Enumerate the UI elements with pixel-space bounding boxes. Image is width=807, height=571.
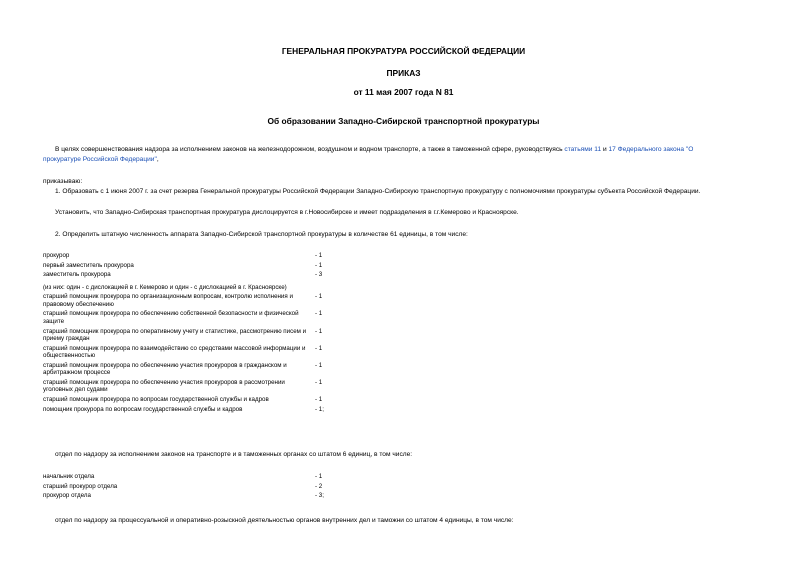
count-cell: - 3 — [315, 271, 323, 279]
role-cell: старший помощник прокурора по организационным вопросам, контролю исполнения и правовому обеспечению — [43, 293, 293, 308]
paragraph-2: 2. Определить штатную численность аппарата Западно-Сибирской транспортной прокуратуры в количестве 61 единицы, в том числе: — [55, 231, 468, 238]
table-row — [43, 252, 324, 262]
table-row — [43, 492, 324, 502]
preamble-line-1 — [55, 146, 693, 154]
table-row — [43, 483, 324, 493]
table-row — [43, 473, 324, 483]
role-cell: прокурор отдела — [43, 492, 91, 500]
table-row — [43, 293, 324, 310]
count-cell: - 1 — [315, 293, 323, 301]
table-row — [43, 345, 324, 362]
table-row — [43, 271, 324, 281]
org-heading: ГЕНЕРАЛЬНАЯ ПРОКУРАТУРА РОССИЙСКОЙ ФЕДЕРАЦИИ — [281, 46, 526, 56]
role-cell: старший помощник прокурора по вопросам государственной службы и кадров — [43, 396, 269, 403]
preamble-end: , — [156, 156, 159, 163]
role-cell: старший прокурор отдела — [43, 482, 118, 490]
count-cell: - 2 — [315, 482, 323, 490]
table-row — [43, 362, 324, 379]
count-cell: - 1 — [315, 396, 323, 403]
department-2-paragraph: отдел по надзору за процессуальной и оперативно-розыскной деятельностью органов внутренних дел и таможни со штатом 4 единицы, в том числе: — [55, 517, 514, 524]
role-cell: старший помощник прокурора по взаимодействию со средствами массовой информации и общественностью — [43, 344, 306, 360]
role-cell: старший помощник прокурора по обеспечению собственной безопасности и физической защите — [43, 310, 299, 325]
paragraph-1: 1. Образовать с 1 июня 2007 г. за счет резерва Генеральной прокуратуры Российской Федерации Западно-Сибирскую транспортную прокуратуру с полномочиями прокуратуры субъекта Российской Федерации. — [55, 188, 701, 195]
count-cell: - 1 — [315, 473, 323, 480]
staff-table-main — [43, 252, 324, 415]
department-1-paragraph: отдел по надзору за исполнением законов на транспорте и в таможенных органах со штатом 6 единиц, в том числе: — [55, 451, 413, 458]
count-cell: - 1 — [315, 261, 323, 269]
role-cell: старший помощник прокурора по обеспечению участия прокуроров в рассмотрении уголовных дел судами — [43, 378, 285, 394]
paragraph-1b: Установить, что Западно-Сибирская транспортная прокуратура дислоцируется в г.Новосибирске и имеет подразделения в г.г.Кемерово и Красноярске. — [55, 209, 519, 216]
preamble-line-2 — [43, 156, 159, 164]
table-row — [43, 310, 324, 327]
preamble-text: В целях совершенствования надзора за исполнением законов на железнодорожном, воздушном и водном транспорте, а также в таможенной сфере, руководствуясь — [55, 146, 563, 153]
document-title: Об образовании Западно-Сибирской транспортной прокуратуры — [267, 116, 540, 126]
role-cell: прокурор — [43, 252, 70, 259]
count-cell: - 3; — [315, 492, 324, 500]
link-federal-law[interactable]: Федерального закона "О — [617, 146, 694, 153]
link-article-11[interactable]: статьями 11 — [564, 146, 602, 153]
table-row — [43, 379, 324, 396]
count-cell: - 1 — [315, 378, 323, 386]
role-cell: старший помощник прокурора по обеспечению участия прокуроров в гражданском и арбитражном процессе — [43, 361, 287, 377]
count-cell: - 1 — [315, 252, 323, 259]
count-cell: - 1 — [315, 361, 323, 369]
order-word: приказываю: — [43, 178, 83, 185]
table-row — [43, 262, 324, 272]
date-number-heading: от 11 мая 2007 года N 81 — [353, 87, 454, 97]
count-cell: - 1 — [315, 344, 323, 352]
role-cell: старший помощник прокурора по оперативному учету и статистике, рассмотрению писем и приему граждан — [43, 327, 307, 343]
role-cell: заместитель прокурора — [43, 271, 111, 279]
count-cell: - 1 — [315, 327, 323, 335]
role-cell: первый заместитель прокурора — [43, 261, 134, 269]
table-row — [43, 406, 324, 416]
deputy-location-note: (из них: один - с дислокацией в г. Кемерово и один - с дислокацией в г. Красноярске) — [43, 283, 287, 291]
table-row — [43, 281, 324, 294]
staff-table-department-1 — [43, 473, 324, 502]
table-row — [43, 396, 324, 406]
count-cell: - 1; — [315, 405, 324, 413]
link-article-17[interactable]: 17 — [608, 146, 616, 153]
preamble-and: и — [602, 146, 607, 153]
count-cell: - 1 — [315, 310, 323, 318]
role-cell: помощник прокурора по вопросам государственной службы и кадров — [43, 405, 243, 413]
link-federal-law-cont[interactable]: прокуратуре Российской Федерации" — [43, 156, 157, 163]
table-row — [43, 328, 324, 345]
doc-type-heading: ПРИКАЗ — [386, 68, 421, 78]
role-cell: начальник отдела — [43, 473, 95, 480]
